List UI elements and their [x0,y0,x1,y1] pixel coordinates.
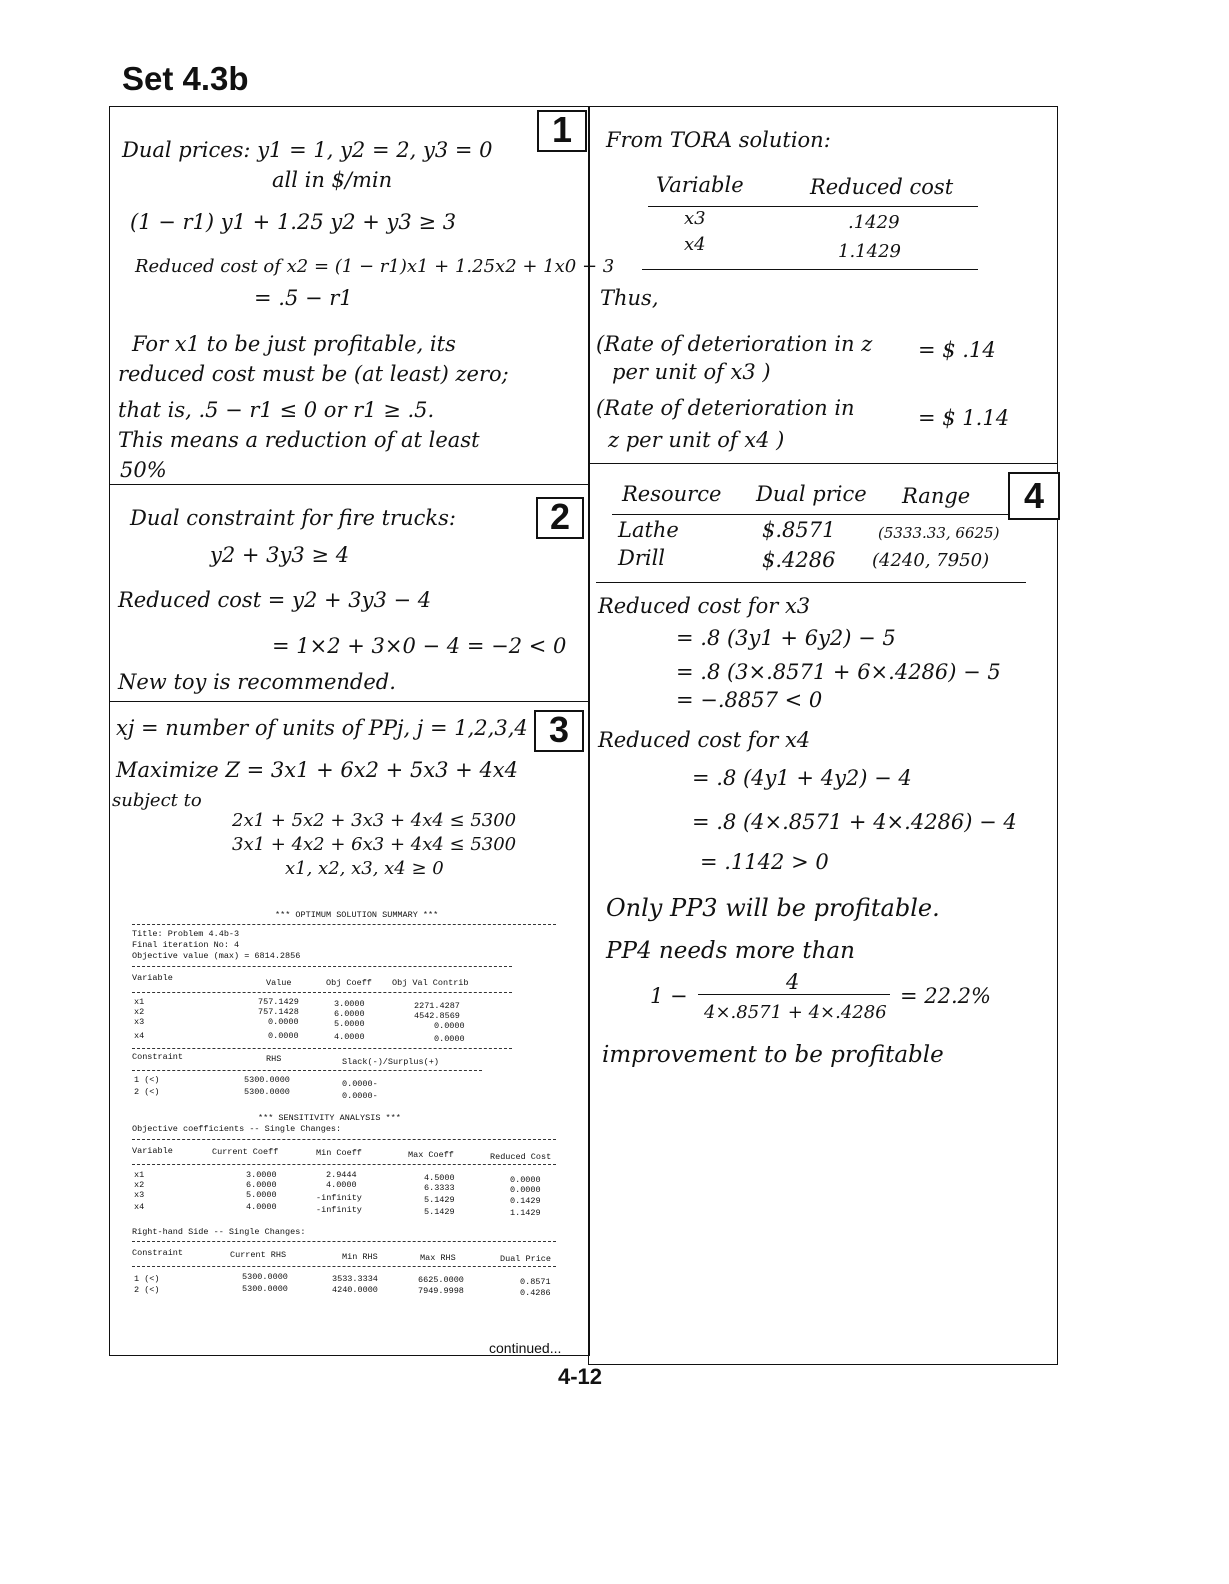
tora-rule [132,1164,556,1165]
p4-row-resource: Drill [618,546,666,570]
tora-var-header: Obj Coeff [326,978,372,988]
tora-con-row: 0.0000- [342,1079,378,1089]
tora-con-row: 5300.0000 [244,1087,290,1097]
tora-rule [132,1266,556,1267]
tora-var-row: 4.0000 [334,1032,365,1042]
p2-line-2: y2 + 3y3 ≥ 4 [210,543,350,567]
p4-line-10: PP4 needs more than [606,938,855,964]
tora-obj-row: 0.0000 [510,1185,541,1195]
p4-line-4: = −.8857 < 0 [676,688,823,712]
tora-rule [132,992,512,993]
page-title: Set 4.3b [122,60,249,97]
tora-var-row: 0.0000 [434,1034,465,1044]
tora-rhs-header: Current RHS [230,1250,287,1260]
p2-line-5: New toy is recommended. [118,670,396,694]
tora-obj-row: 0.1429 [510,1196,541,1206]
tora-obj-row: 5.0000 [246,1190,277,1200]
rt-row-cost: 1.1429 [838,241,901,262]
rt-col-reduced-cost: Reduced cost [810,175,954,199]
p4-line-9: Only PP3 will be profitable. [606,894,940,922]
tora-var-header: Value [266,978,292,988]
tora-obj-row: 6.0000 [246,1180,277,1190]
divider-left-1 [109,484,590,485]
tora-rule [132,1241,556,1242]
p4-table-rule [612,514,1008,515]
rt-rate2-value: = $ 1.14 [918,406,1010,430]
p1-line-3: (1 − r1) y1 + 1.25 y2 + y3 ≥ 3 [130,210,457,234]
p4-line-3: = .8 (3×.8571 + 6×.4286) − 5 [676,660,1001,684]
tora-var-row: 4542.8569 [414,1011,460,1021]
p4-header-dual-price: Dual price [756,482,867,506]
rt-thus: Thus, [600,286,659,310]
divider-right-1 [588,463,1058,464]
tora-obj-header: Reduced Cost [490,1152,552,1162]
page-number: 4-12 [558,1364,603,1389]
tora-con-row: 5300.0000 [244,1075,290,1085]
tora-rhs-header: Dual Price [500,1254,552,1264]
tora-var-header: Obj Val Contrib [392,978,469,988]
tora-rule [132,1070,482,1071]
p3-line-6: x1, x2, x3, x4 ≥ 0 [285,858,444,879]
tora-summary-heading: *** OPTIMUM SOLUTION SUMMARY *** [275,910,439,920]
tora-con-header: Constraint [132,1052,184,1062]
problem-badge-4: 4 [1008,472,1060,520]
tora-var-row: 2271.4287 [414,1001,460,1011]
tora-sensitivity-heading: *** SENSITIVITY ANALYSIS *** [258,1113,401,1123]
tora-obj-header: Max Coeff [408,1150,454,1160]
rt-rate2-a: (Rate of deterioration in [596,396,855,420]
tora-obj-row: x1 [134,1170,145,1180]
rt-table-rule [648,206,978,207]
tora-title-line: Title: Problem 4.4b-3 [132,929,240,939]
p4-line-12: improvement to be profitable [602,1042,944,1068]
tora-objective-heading: Objective coefficients -- Single Changes: [132,1124,342,1134]
tora-con-row: 1 (<) [134,1075,160,1085]
tora-rhs-row: 0.8571 [520,1277,551,1287]
tora-rhs-header: Min RHS [342,1252,378,1262]
p4-header-range: Range [902,484,971,508]
tora-rhs-row: 6625.0000 [418,1275,464,1285]
p4-line-5: Reduced cost for x4 [598,728,811,752]
p4-header-resource: Resource [622,482,722,506]
tora-rhs-row: 7949.9998 [418,1286,464,1296]
tora-var-row: 0.0000 [434,1021,465,1031]
tora-obj-row: 0.0000 [510,1175,541,1185]
p4-line-7: = .8 (4×.8571 + 4×.4286) − 4 [692,810,1017,834]
tora-rule [132,1048,512,1049]
tora-var-row: x4 [134,1031,145,1041]
p1-line-10: 50% [120,458,167,482]
rt-row-var: x3 [684,208,706,229]
p4-row-price: $.4286 [762,548,836,572]
tora-var-row: 757.1429 [258,997,299,1007]
p3-line-2: Maximize Z = 3x1 + 6x2 + 5x3 + 4x4 [116,758,519,782]
tora-rule [132,966,512,967]
tora-var-row: 757.1428 [258,1007,299,1017]
tora-var-row: 6.0000 [334,1009,365,1019]
tora-obj-row: 4.0000 [246,1202,277,1212]
p1-line-1: Dual prices: y1 = 1, y2 = 2, y3 = 0 [122,138,493,162]
p4-fraction-bar [698,994,890,995]
p4-fraction-numerator: 4 [786,970,800,994]
tora-rhs-header: Max RHS [420,1253,456,1263]
p1-line-4: Reduced cost of x2 = (1 − r1)x1 + 1.25x2 + 1x0 − 3 [135,256,615,277]
tora-obj-row: 4.5000 [424,1173,455,1183]
p4-row-range: (5333.33, 6625) [878,524,1000,542]
tora-rule [132,1139,556,1140]
rt-rate1-value: = $ .14 [918,338,996,362]
p3-line-3: subject to [112,790,202,811]
tora-rhs-header: Constraint [132,1248,184,1258]
tora-rhs-row: 3533.3334 [332,1274,378,1284]
p4-table-rule [596,582,1026,583]
tora-con-header: RHS [266,1054,282,1064]
rt-rate1-b: per unit of x3 ) [612,360,771,384]
tora-obj-header: Min Coeff [316,1148,362,1158]
p1-line-6: For x1 to be just profitable, its [132,332,456,356]
tora-obj-row: x4 [134,1202,145,1212]
p2-line-4: = 1×2 + 3×0 − 4 = −2 < 0 [272,634,567,658]
tora-obj-row: 5.1429 [424,1195,455,1205]
p4-line-1: Reduced cost for x3 [598,594,811,618]
problem-badge-3: 3 [534,710,584,752]
tora-obj-row: x3 [134,1190,145,1200]
rt-row-var: x4 [684,234,706,255]
p1-line-2: all in $/min [272,168,393,192]
tora-var-row: 3.0000 [334,999,365,1009]
tora-obj-row: 6.3333 [424,1183,455,1193]
tora-obj-header: Current Coeff [212,1147,279,1157]
p4-row-range: (4240, 7950) [872,550,990,571]
p4-row-price: $.8571 [762,518,836,542]
rt-col-variable: Variable [656,173,744,197]
tora-var-row: 0.0000 [268,1031,299,1041]
tora-obj-row: 4.0000 [326,1180,357,1190]
tora-rhs-row: 4240.0000 [332,1285,378,1295]
tora-var-header: Variable [132,973,173,983]
rt-table-rule [642,269,978,270]
tora-obj-row: 1.1429 [510,1208,541,1218]
tora-var-row: x3 [134,1017,145,1027]
rt-rate1-a: (Rate of deterioration in z [596,332,873,356]
p4-fraction-result: = 22.2% [900,984,991,1008]
p3-line-5: 3x1 + 4x2 + 6x3 + 4x4 ≤ 5300 [232,834,517,855]
tora-con-row: 2 (<) [134,1087,160,1097]
problem-badge-2: 2 [536,497,584,539]
p4-fraction-prefix: 1 − [650,984,688,1008]
p3-line-4: 2x1 + 5x2 + 3x3 + 4x4 ≤ 5300 [232,810,517,831]
tora-rhs-heading: Right-hand Side -- Single Changes: [132,1227,306,1237]
p4-row-resource: Lathe [618,518,679,542]
tora-obj-row: x2 [134,1180,145,1190]
p1-line-8: that is, .5 − r1 ≤ 0 or r1 ≥ .5. [118,398,435,422]
rt-row-cost: .1429 [848,212,900,233]
divider-left-2 [109,701,590,702]
tora-var-row: x2 [134,1007,145,1017]
tora-rhs-row: 5300.0000 [242,1272,288,1282]
tora-obj-row: 3.0000 [246,1170,277,1180]
p1-line-7: reduced cost must be (at least) zero; [118,362,509,386]
tora-objective-line: Objective value (max) = 6814.2856 [132,951,301,961]
tora-rhs-row: 5300.0000 [242,1284,288,1294]
p4-line-2: = .8 (3y1 + 6y2) − 5 [676,626,896,650]
tora-rhs-row: 0.4286 [520,1288,551,1298]
tora-rhs-row: 1 (<) [134,1274,160,1284]
tora-con-header: Slack(-)/Surplus(+) [342,1057,439,1067]
continued-note: continued... [489,1340,562,1356]
tora-rhs-row: 2 (<) [134,1285,160,1295]
p1-line-5: = .5 − r1 [254,286,353,310]
tora-var-row: 0.0000 [268,1017,299,1027]
tora-con-row: 0.0000- [342,1091,378,1101]
p2-line-1: Dual constraint for fire trucks: [130,506,456,530]
tora-var-row: 5.0000 [334,1019,365,1029]
p4-fraction-denominator: 4×.8571 + 4×.4286 [704,1002,887,1023]
p4-line-6: = .8 (4y1 + 4y2) − 4 [692,766,912,790]
tora-obj-row: 2.9444 [326,1170,357,1180]
tora-iteration-line: Final iteration No: 4 [132,940,240,950]
tora-obj-header: Variable [132,1146,173,1156]
tora-rule [132,924,556,925]
tora-obj-row: 5.1429 [424,1207,455,1217]
p3-line-1: xj = number of units of PPj, j = 1,2,3,4 [116,716,528,740]
tora-obj-row: -infinity [316,1205,362,1215]
tora-obj-row: -infinity [316,1193,362,1203]
rt-rate2-b: z per unit of x4 ) [608,428,785,452]
p4-line-8: = .1142 > 0 [700,850,829,874]
p2-line-3: Reduced cost = y2 + 3y3 − 4 [118,588,432,612]
p1-line-9: This means a reduction of at least [118,428,480,452]
rt-line-1: From TORA solution: [606,128,831,152]
problem-badge-1: 1 [537,110,587,152]
tora-var-row: x1 [134,997,145,1007]
